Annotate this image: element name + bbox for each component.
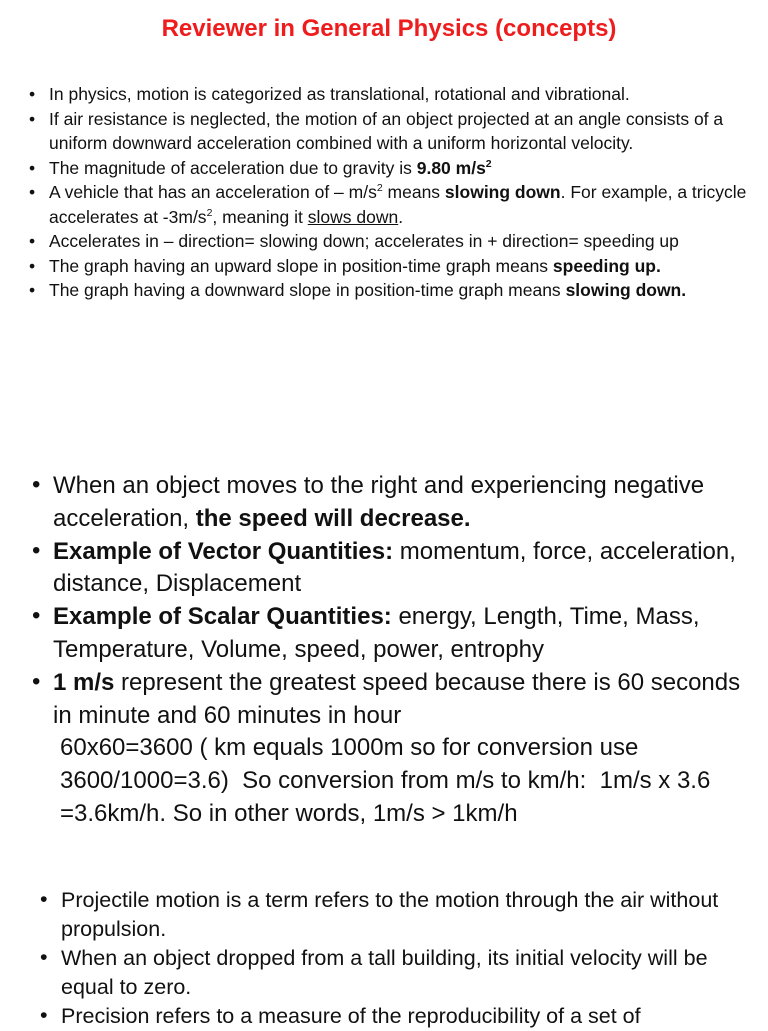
- item-bold-text: slowing down.: [565, 280, 687, 300]
- item-text: represent the greatest speed because there is 60 seconds in minute and 60 minutes in hour: [53, 668, 741, 729]
- concept-list-3: [0, 886, 760, 1031]
- conversion-note: 60x60=3600 ( km equals 1000m so for conversion use 3600/1000=3.6) So conversion from m/s to km/h: 1m/s x 3.6 =3.6km/h. So in other words, 1m/s > 1km/h: [60, 734, 717, 827]
- list-item: [0, 82, 760, 107]
- item-bold-text: Example of Vector Quantities:: [53, 537, 394, 565]
- item-text: The graph having an upward slope in position-time graph means: [49, 255, 553, 276]
- item-text: The graph having a downward slope in position-time graph means: [49, 280, 566, 300]
- item-text: Accelerates in – direction= slowing down; accelerates in + direction= speeding up: [49, 231, 679, 251]
- superscript: 2: [485, 157, 492, 170]
- item-text: . For example, a tricycle accelerates at -3m/s: [49, 182, 747, 227]
- item-text: When an object moves to the right and experiencing negative acceleration,: [53, 472, 705, 532]
- item-bold-value: 9.80 m/s: [416, 157, 486, 178]
- page-title: Reviewer in General Physics (concepts): [161, 15, 617, 42]
- item-bold-text: speeding up.: [552, 255, 661, 276]
- item-text: momentum, force, acceleration, distance, Displacement: [53, 537, 736, 598]
- item-bold-text: slowing down: [444, 182, 561, 202]
- list-item: [0, 886, 760, 944]
- list-item: [0, 156, 760, 181]
- item-bold-text: Example of Scalar Quantities:: [53, 603, 392, 631]
- item-bold-text: the speed will decrease.: [195, 504, 471, 532]
- item-text: A vehicle that has an acceleration of – m/s: [49, 182, 377, 202]
- item-text: .: [398, 206, 404, 227]
- list-item: [0, 536, 760, 602]
- list-item: [0, 278, 760, 303]
- item-text: In physics, motion is categorized as translational, rotational and vibrational.: [49, 84, 630, 104]
- list-item: [0, 944, 760, 1002]
- item-bold-text: [417, 158, 492, 178]
- list-item: [0, 1002, 760, 1031]
- list-item: [0, 667, 760, 831]
- concept-list-1: [0, 82, 760, 303]
- list-item: [0, 470, 760, 536]
- item-text: Projectile motion is a term refers to the motion through the air without propulsion.: [61, 888, 719, 941]
- item-text: Precision refers to a measure of the reproducibility of a set of: [61, 1004, 641, 1028]
- list-item: [0, 180, 760, 229]
- superscript: 2: [206, 206, 213, 219]
- list-item: [0, 229, 760, 254]
- item-bold-text: 1 m/s: [53, 668, 115, 696]
- item-text: When an object dropped from a tall building, its initial velocity will be equal to zero.: [61, 946, 708, 999]
- concept-list-2: [0, 470, 760, 831]
- item-text: , meaning it: [212, 206, 308, 227]
- list-item: [0, 107, 760, 156]
- list-item: [0, 254, 760, 279]
- list-item: [0, 601, 760, 667]
- superscript: 2: [376, 182, 383, 195]
- item-underlined-text: slows down: [307, 206, 399, 227]
- item-text: energy, Length, Time, Mass, Temperature, Volume, speed, power, entrophy: [53, 603, 700, 663]
- item-text: means: [382, 182, 445, 202]
- item-text: The magnitude of acceleration due to gravity is: [49, 157, 417, 178]
- item-text: If air resistance is neglected, the motion of an object projected at an angle consists of a uniform downward acceleration combined with a uniform horizontal velocity.: [49, 108, 724, 153]
